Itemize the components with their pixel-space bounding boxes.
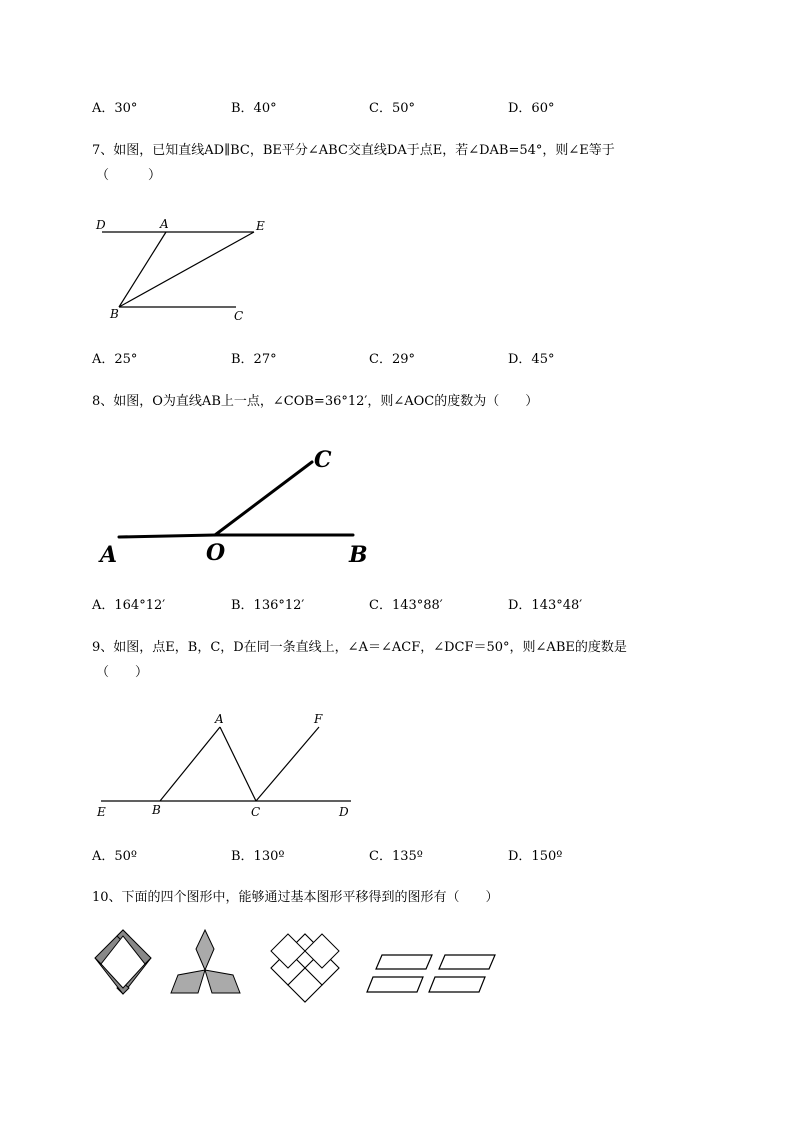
q7-stem: 7、如图，已知直线AD∥BC，BE平分∠ABC交直线DA于点E，若∠DAB=54°，则∠E等于	[92, 143, 615, 158]
q7-label-c: C	[234, 309, 244, 323]
q9-option-d: D．150º	[508, 849, 563, 864]
q6-option-d: D．60°	[508, 101, 555, 116]
q8-stem: 8、如图，O为直线AB上一点，∠COB=36°12′，则∠AOC的度数为（ ）	[92, 394, 539, 409]
q6-option-b: B．40°	[231, 101, 277, 116]
q9-stem: 9、如图，点E，B，C，D在同一条直线上，∠A＝∠ACF，∠DCF＝50°，则∠ABE的度数是	[92, 640, 627, 655]
q9-option-b: B．130º	[231, 849, 285, 864]
q8-label-a: A	[100, 542, 118, 568]
q8-option-a: A．164°12′	[92, 598, 166, 613]
q8-option-d: D．143°48′	[508, 598, 583, 613]
q10-figure-3-diamond-cross	[271, 934, 339, 1002]
q9-option-c: C．135º	[369, 849, 423, 864]
q10-figure-4-parallelograms	[367, 955, 495, 992]
q9-label-e: E	[97, 805, 106, 819]
q8-label-b: B	[349, 542, 368, 568]
q9-label-a: A	[215, 712, 224, 726]
q9-label-d: D	[339, 805, 349, 819]
q10-figure-1-square-frame	[95, 930, 151, 994]
q8-option-b: B．136°12′	[231, 598, 305, 613]
q6-option-c: C．50°	[369, 101, 415, 116]
q7-option-a: A．25°	[92, 352, 138, 367]
q9-option-a: A．50º	[92, 849, 138, 864]
q9-answer-paren: （ ）	[96, 665, 149, 680]
q7-answer-paren: （ ）	[96, 168, 162, 183]
q6-option-a: A．30°	[92, 101, 138, 116]
q10-figure-2-three-rhombus	[171, 930, 240, 993]
q7-option-c: C．29°	[369, 352, 415, 367]
q8-option-c: C．143°88′	[369, 598, 443, 613]
q7-label-d: D	[96, 218, 106, 232]
q7-option-b: B．27°	[231, 352, 277, 367]
q10-stem: 10、下面的四个图形中，能够通过基本图形平移得到的图形有（ ）	[92, 890, 499, 905]
q7-label-e: E	[256, 219, 265, 233]
q8-label-o: O	[206, 540, 226, 566]
q8-label-c: C	[314, 447, 332, 473]
q7-option-d: D．45°	[508, 352, 555, 367]
q9-label-c: C	[251, 805, 261, 819]
q9-label-b: B	[152, 803, 161, 817]
q9-label-f: F	[314, 712, 323, 726]
q7-label-a: A	[160, 217, 169, 231]
q7-label-b: B	[110, 307, 119, 321]
